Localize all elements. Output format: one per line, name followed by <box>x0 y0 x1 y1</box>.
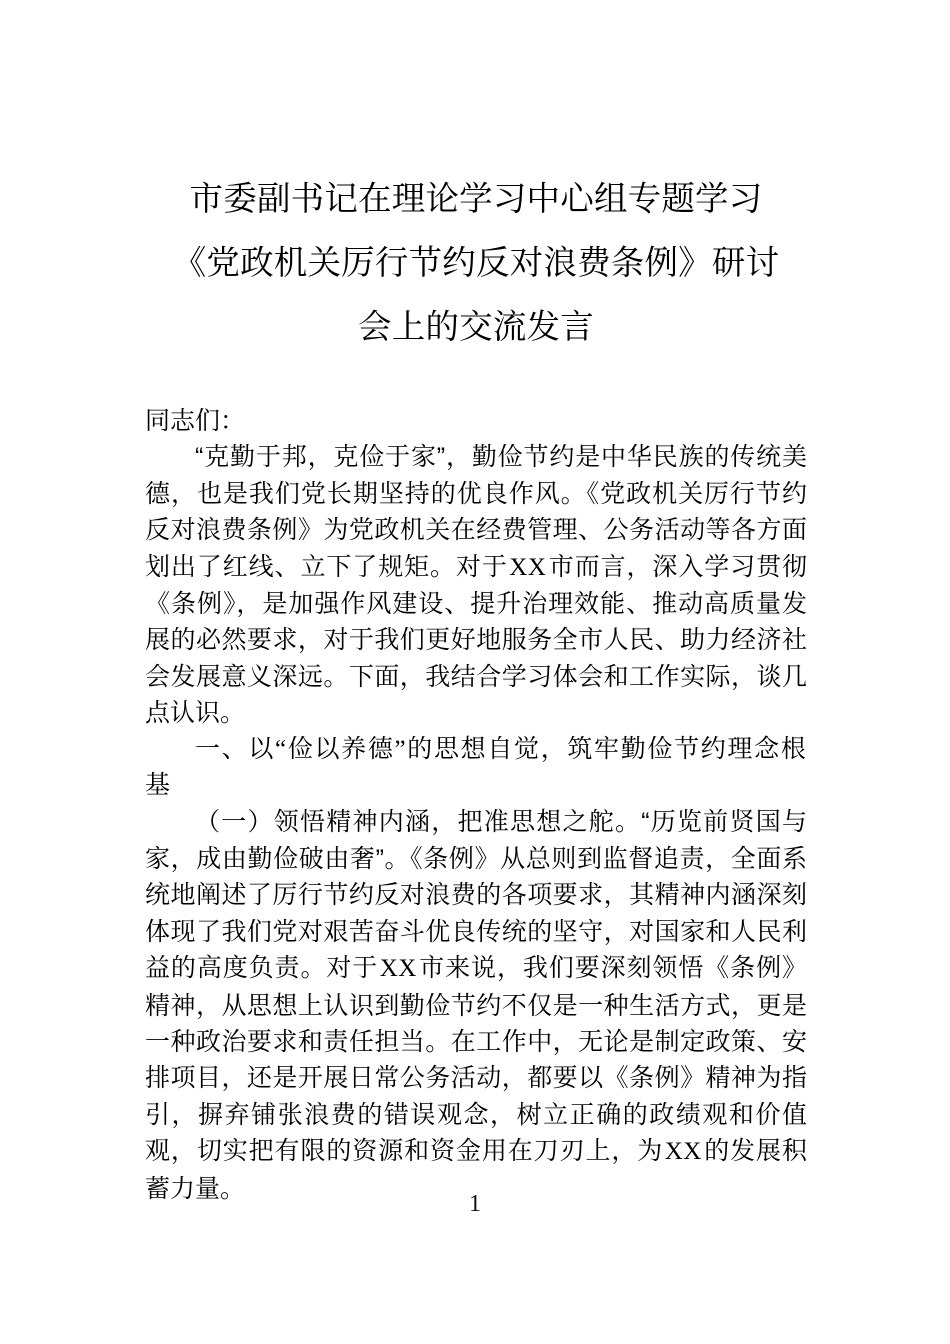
page-number: 1 <box>469 1191 481 1217</box>
title-line-1: 市委副书记在理论学习中心组专题学习 <box>189 181 763 218</box>
section-heading-1: 一、以“俭以养德”的思想自觉，筑牢勤俭节约理念根基 <box>145 735 807 800</box>
placeholder-city-1: XX <box>509 553 547 581</box>
title-line-2: 《党政机关厉行节约反对浪费条例》研讨 <box>172 245 780 282</box>
document-body <box>145 403 807 1207</box>
paragraph-opening: “克勤于邦，克俭于家”，勤俭节约是中华民族的传统美德，也是我们党长期坚持的优良作风。《党政机关厉行节约反对浪费条例》为党政机关在经费管理、公务活动等各方面划出了红线、立下了规矩。对于XX市而言，深入学习贯彻《条例》，是加强作风建设、提升治理效能、推动高质量发展的必然要求，对于我们更好地服务全市人民、助力经济社会发展意义深远。下面，我结合学习体会和工作实际，谈几点认识。 <box>145 443 807 728</box>
placeholder-city-2: XX <box>379 955 417 983</box>
page-content <box>145 0 807 1207</box>
title-line-3: 会上的交流发言 <box>358 309 594 346</box>
paragraph-sub-1-1: （一）领悟精神内涵，把准思想之舵。“历览前贤国与家，成由勤俭破由奢”。《条例》从总则到监督追责，全面系统地阐述了厉行节约反对浪费的各项要求，其精神内涵深刻体现了我们党对艰苦奋斗优良传统的坚守，对国家和人民利益的高度负责。对于XX市来说，我们要深刻领悟《条例》精神，从思想上认识到勤俭节约不仅是一种生活方式，更是一种政治要求和责任担当。在工作中，无论是制定政策、安排项目，还是开展日常公务活动，都要以《条例》精神为指引，摒弃铺张浪费的错误观念，树立正确的政绩观和价值观，切实把有限的资源和资金用在刀刃上，为XX的发展积蓄力量。 <box>145 808 807 1203</box>
salutation: 同志们： <box>145 407 246 435</box>
page-title <box>145 168 807 360</box>
placeholder-city-3: XX <box>664 1138 702 1166</box>
